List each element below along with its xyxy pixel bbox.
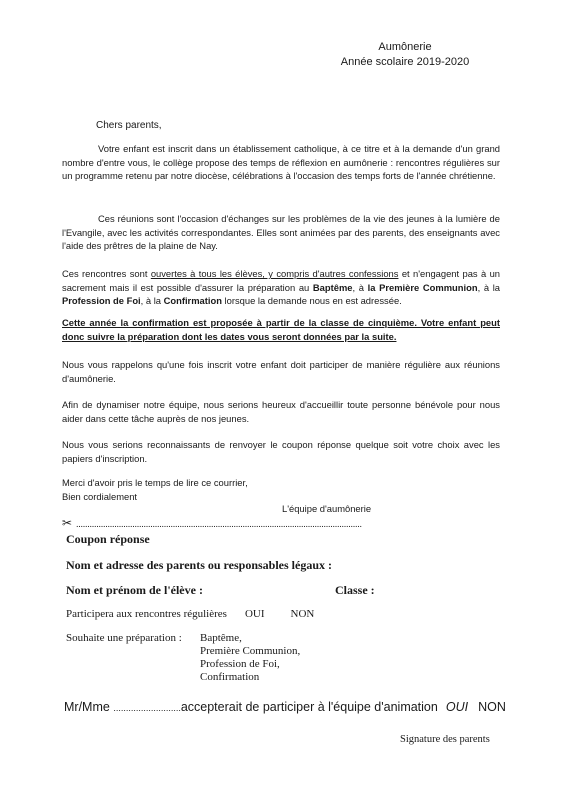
meetings-question bbox=[66, 608, 314, 620]
cut-dots: ............................................................................................................................... bbox=[76, 519, 362, 529]
animation-yes-option[interactable]: OUI bbox=[445, 700, 469, 714]
animation-question bbox=[64, 700, 506, 714]
text-fragment: , à bbox=[352, 281, 368, 293]
meetings-yes-option[interactable]: OUI bbox=[244, 608, 265, 620]
meetings-no-option[interactable]: NON bbox=[290, 608, 315, 620]
sacrament-profession-de-foi: Profession de Foi bbox=[62, 295, 141, 307]
paragraph-attendance: Nous vous rappelons qu'une fois inscrit votre enfant doit participer de manière régulière aux réunions d'aumônerie. bbox=[62, 359, 500, 384]
letter-header bbox=[300, 40, 510, 70]
coupon-title: Coupon réponse bbox=[66, 532, 150, 546]
sacrament-confirmation: Confirmation bbox=[163, 295, 222, 307]
closing-regards: Bien cordialement bbox=[62, 490, 138, 502]
closing-thanks: Merci d'avoir pris le temps de lire ce courrier, bbox=[62, 477, 248, 488]
meetings-label: Participera aux rencontres régulières bbox=[66, 608, 227, 620]
text-fragment: Ces rencontres sont bbox=[62, 268, 151, 279]
cut-line bbox=[62, 516, 502, 530]
paragraph-intro: Votre enfant est inscrit dans un établissement catholique, à ce titre et à la demande d'un grand nombre d'entre vous, le collège propose des temps de réflexion en aumônerie : rencontres régulières sur un programme retenu par notre diocèse, célébrations à l'occasion des temps forts de l'année chrétienne. bbox=[62, 143, 500, 182]
paragraph-confirmation-notice: Cette année la confirmation est proposée à partir de la classe de cinquième. Votre enfant peut donc suivre la préparation dont les dates vous seront données par la suite. bbox=[62, 317, 500, 342]
text-fragment: , à la bbox=[477, 281, 500, 293]
sacrament-bapteme: Baptême bbox=[312, 281, 353, 293]
paragraph-meetings: Ces réunions sont l'occasion d'échanges sur les problèmes de la vie des jeunes à la lumière de l'Evangile, avec les activités correspondantes. Elles sont animées par des parents, des enseignants avec l'aide des prêtres de la plaine de Nay. bbox=[62, 213, 500, 252]
parents-signature-label: Signature des parents bbox=[400, 734, 490, 745]
animation-prefix: Mr/Mme bbox=[64, 700, 110, 714]
text-fragment: lorsque la demande nous en est adressée. bbox=[221, 295, 402, 307]
preparation-label: Souhaite une préparation : bbox=[66, 632, 182, 644]
preparation-option-profession-de-foi[interactable]: Profession de Foi, bbox=[200, 658, 280, 670]
greeting: Chers parents, bbox=[96, 120, 162, 131]
team-signature: L'équipe d'aumônerie bbox=[282, 503, 372, 514]
text-fragment: et n'engagent pas à un sacrement mais il est possible d'assurer la préparation au bbox=[62, 268, 500, 293]
paragraph-return-coupon: Nous vous serions reconnaissants de renvoyer le coupon réponse quelque soit votre choix avec les papiers d'inscription. bbox=[62, 439, 500, 464]
animation-no-option[interactable]: NON bbox=[478, 700, 506, 714]
open-to-all-emphasis: ouvertes à tous les élèves, y compris d'autres confessions bbox=[150, 268, 399, 279]
paragraph-sacraments bbox=[62, 267, 500, 308]
header-title: Aumônerie bbox=[378, 41, 432, 53]
animation-name-blank[interactable]: ........................... bbox=[113, 703, 181, 713]
preparation-options bbox=[200, 632, 300, 684]
sacrament-premiere-communion: la Première Communion bbox=[367, 281, 478, 293]
preparation-option-premiere-communion[interactable]: Première Communion, bbox=[200, 645, 301, 657]
student-name-label: Nom et prénom de l'élève : bbox=[66, 583, 203, 597]
closing bbox=[62, 476, 248, 503]
class-label: Classe : bbox=[335, 583, 375, 597]
header-school-year: Année scolaire 2019-2020 bbox=[340, 56, 470, 68]
preparation-option-bapteme[interactable]: Baptême, bbox=[200, 632, 242, 644]
scissors-icon: ✂ bbox=[62, 516, 73, 530]
paragraph-volunteers: Afin de dynamiser notre équipe, nous serions heureux d'accueillir toute personne bénévole pour nous aider dans cette tâche auprès de nos jeunes. bbox=[62, 399, 500, 424]
parents-label: Nom et adresse des parents ou responsables légaux : bbox=[66, 558, 333, 572]
preparation-option-confirmation[interactable]: Confirmation bbox=[200, 671, 260, 683]
text-fragment: , à la bbox=[140, 295, 164, 307]
animation-text: accepterait de participer à l'équipe d'animation bbox=[180, 700, 438, 714]
